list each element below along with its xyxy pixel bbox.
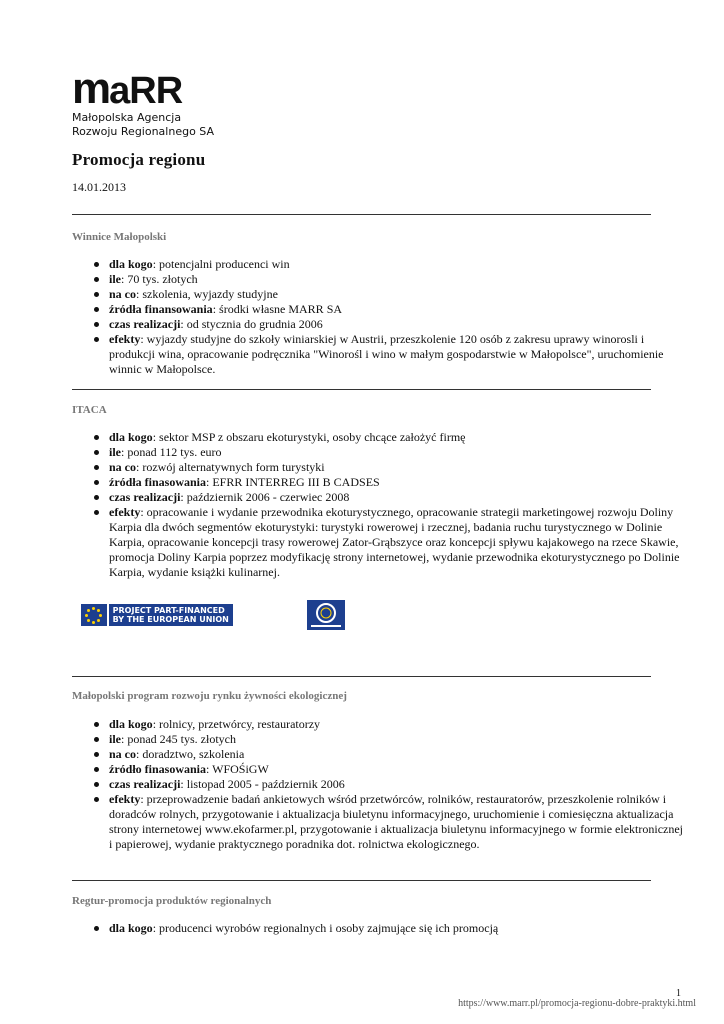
- divider: [72, 389, 651, 390]
- divider: [72, 880, 651, 881]
- divider: [72, 214, 651, 215]
- list-item: źródła finansowania: środki własne MARR SA: [109, 302, 689, 317]
- list-item: źródła finasowania: EFRR INTERREG III B CADSES: [109, 475, 689, 490]
- marr-logo: [72, 64, 232, 138]
- list-item: efekty: przeprowadzenie badań ankietowych wśród przetwórców, rolników, restauratorów, przeszkolenie rolników i doradców rolnych, przygotowanie i aktualizacja biuletynu informacyjnego, uruchomienie i comiesięczna aktualizacja strony internetowej www.ekofarmer.pl, przygotowanie i aktualizacja biuletynu informacyjnego w formie elektronicznej i papierowej, wydanie praktycznego poradnika dot. rolnictwa ekologicznego.: [109, 792, 689, 852]
- section-list-winnice: [72, 257, 689, 377]
- list-item: na co: rozwój alternatywnych form turystyki: [109, 460, 689, 475]
- list-item: dla kogo: producenci wyrobów regionalnych i osoby zajmujące się ich promocją: [109, 921, 689, 936]
- list-item: czas realizacji: październik 2006 - czerwiec 2008: [109, 490, 689, 505]
- list-item: dla kogo: rolnicy, przetwórcy, restauratorzy: [109, 717, 689, 732]
- list-item: dla kogo: potencjalni producenci win: [109, 257, 689, 272]
- list-item: czas realizacji: od stycznia do grudnia 2006: [109, 317, 689, 332]
- section-title-regtur: Regtur-promocja produktów regionalnych: [72, 895, 272, 907]
- list-item: na co: szkolenia, wyjazdy studyjne: [109, 287, 689, 302]
- eu-flag-icon: [81, 604, 107, 626]
- source-url-link[interactable]: https://www.marr.pl/promocja-regionu-dobre-praktyki.html: [458, 998, 696, 1009]
- section-list-itaca: [72, 430, 689, 580]
- eu-cofinancing-logo: [81, 604, 233, 626]
- page-title: Promocja regionu: [72, 150, 206, 169]
- section-list-regtur: [72, 921, 689, 936]
- list-item: ile: ponad 245 tys. złotych: [109, 732, 689, 747]
- list-item: dla kogo: sektor MSP z obszaru ekoturystyki, osoby chcące założyć firmę: [109, 430, 689, 445]
- list-item: czas realizacji: listopad 2005 - październik 2006: [109, 777, 689, 792]
- list-item: efekty: opracowanie i wydanie przewodnika ekoturystycznego, opracowanie strategii marketingowej rozwoju Doliny Karpia dla dwóch segmentów ekoturystyki: turystyki rowerowej i rzecznej, badania ruchu turystycznego w Dolinie Karpia, opracowanie koncepcji trasy rowerowej Zator-Grąbszyce oraz koncepcji spływu kajakowego na rzece Skawie, promocja Doliny Karpia poprzez modyfikację strony internetowej, wydanie przewodnika ekoturystycznego po Dolinie Karpia, wydanie książki kulinarnej.: [109, 505, 689, 580]
- page-number: 1: [676, 988, 681, 999]
- list-item: ile: 70 tys. złotych: [109, 272, 689, 287]
- divider: [72, 676, 651, 677]
- list-item: ile: ponad 112 tys. euro: [109, 445, 689, 460]
- section-title-itaca: ITACA: [72, 404, 107, 416]
- section-title-zywnosc-ekologiczna: Małopolski program rozwoju rynku żywności ekologicznej: [72, 690, 347, 702]
- section-list-zywnosc-ekologiczna: [72, 717, 689, 852]
- logo-line-1: Małopolska Agencja: [72, 111, 182, 124]
- list-item: efekty: wyjazdy studyjne do szkoły winiarskiej w Austrii, przeszkolenie 120 osób z zakresu uprawy winorosli i produkcji wina, opracowanie podręcznika "Winorośl i wino w małym gospodarstwie w Małopolsce", uruchomienie winnic w Małopolsce.: [109, 332, 689, 377]
- eu-logo-caption: PROJECT PART-FINANCED BY THE EUROPEAN UNION: [109, 604, 233, 626]
- list-item: na co: doradztwo, szkolenia: [109, 747, 689, 762]
- interreg-cadses-logo-icon: [307, 600, 345, 630]
- section-title-winnice: Winnice Małopolski: [72, 231, 167, 243]
- list-item: źródło finasowania: WFOŚiGW: [109, 762, 689, 777]
- logo-line-2: Rozwoju Regionalnego SA: [72, 125, 215, 138]
- publish-date: 14.01.2013: [72, 180, 126, 194]
- logo-wordmark: maRR: [72, 64, 183, 113]
